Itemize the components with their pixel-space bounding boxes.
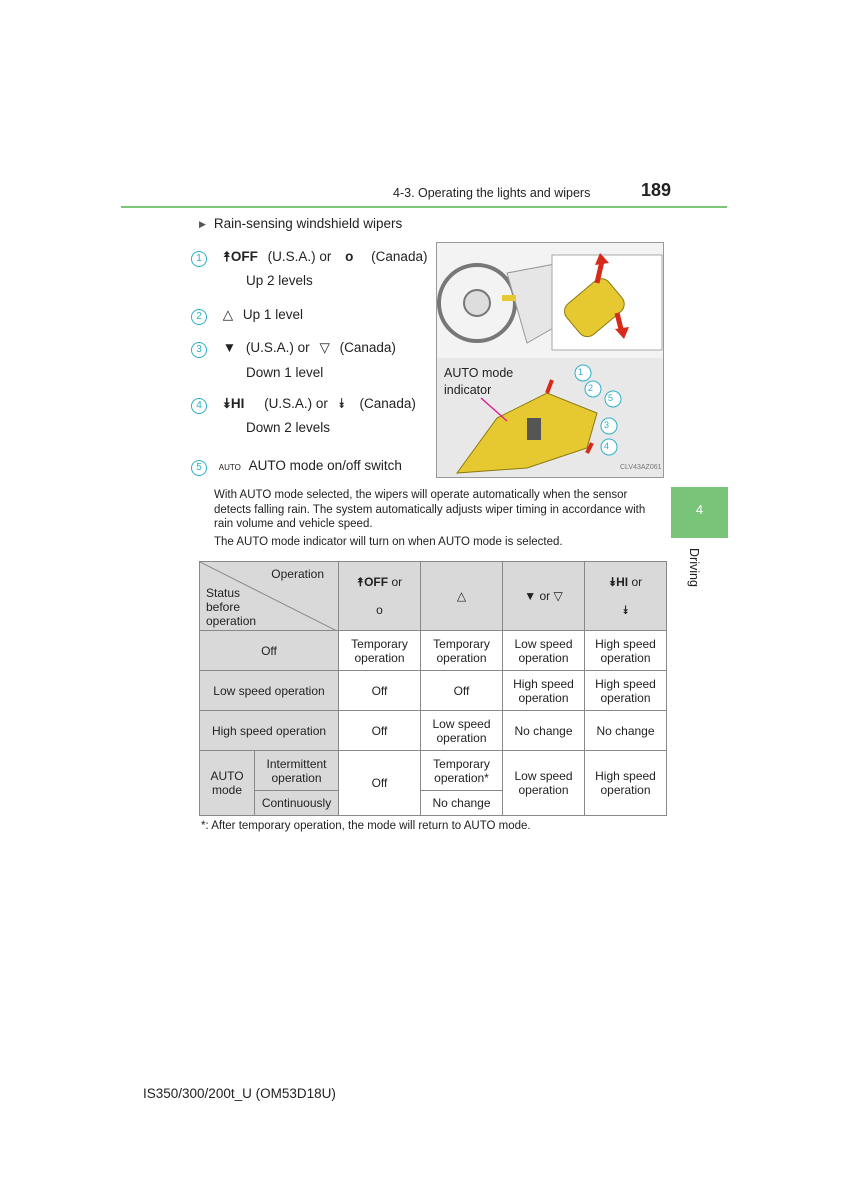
col-head-up-2: ⯭OFF or o (339, 562, 421, 631)
table-row: Continuously No change (200, 791, 667, 816)
section-header: 4-3. Operating the lights and wipers (393, 186, 591, 200)
operation-table (199, 561, 667, 816)
number-3-icon: 3 (191, 342, 207, 358)
col-head-up-1: △ (421, 562, 503, 631)
wiper-down-2-hi-icon: ⯯HI (222, 396, 245, 411)
item-1: 1 ⯭OFF (U.S.A.) or o (Canada) (191, 249, 427, 267)
figure-num-4: 4 (604, 441, 610, 451)
header-divider (121, 206, 727, 208)
up-triangle-icon: △ (222, 307, 234, 322)
table-row: Off Temporary operation Temporary operation Low speed operation High speed operation (200, 631, 667, 671)
auto-mode-indicator-callout: AUTO mode indicator (444, 366, 514, 397)
table-row: AUTO mode Intermittent operation Off Temporary operation* Low speed operation High speed operation (200, 751, 667, 791)
col-head-down-1: ▼ or ▽ (503, 562, 585, 631)
table-row: High speed operation Off Low speed operation No change No change (200, 711, 667, 751)
figure-num-5: 5 (608, 393, 614, 403)
item-1-desc: Up 2 levels (246, 273, 313, 288)
table-corner-cell: Operation Status before operation (200, 562, 339, 631)
wiper-lever-drawing (437, 243, 663, 477)
footnote: *: After temporary operation, the mode will return to AUTO mode. (201, 820, 531, 832)
wiper-lever-illustration (436, 242, 664, 478)
mist-o-icon: o (345, 249, 354, 264)
double-down-triangle-icon: ⯯ (337, 396, 346, 411)
down-filled-triangle-icon: ▼ (222, 340, 237, 355)
figure-num-1: 1 (578, 367, 584, 377)
item-2: 2 △ Up 1 level (191, 307, 303, 325)
item-5: 5 AUTO AUTO mode on/off switch (191, 458, 402, 476)
description-paragraph-2: The AUTO mode indicator will turn on when AUTO mode is selected. (214, 536, 563, 548)
bullet-triangle-icon: ▶ (199, 219, 206, 229)
item-3: 3 ▼ (U.S.A.) or ▽ (Canada) (191, 340, 396, 358)
number-2-icon: 2 (191, 309, 207, 325)
description-paragraph-1: With AUTO mode selected, the wipers will operate automatically when the sensor detects falling rain. The system automatically adjusts wiper timing in accordance with rain volume and vehicle speed. (214, 489, 646, 530)
table-row: Low speed operation Off Off High speed operation High speed operation (200, 671, 667, 711)
figure-num-3: 3 (604, 420, 610, 430)
figure-code: CLV43AZ061 (620, 464, 662, 471)
item-3-desc: Down 1 level (246, 365, 324, 380)
chapter-label: Driving (687, 548, 701, 587)
section-title: ▶ Rain-sensing windshield wipers (199, 216, 403, 231)
number-4-icon: 4 (191, 398, 207, 414)
down-outline-triangle-icon: ▽ (319, 340, 330, 355)
number-1-icon: 1 (191, 251, 207, 267)
figure-num-2: 2 (588, 383, 594, 393)
number-5-icon: 5 (191, 460, 207, 476)
manual-code: IS350/300/200t_U (OM53D18U) (143, 1086, 336, 1101)
wiper-up-2-off-icon: ⯭OFF (222, 249, 258, 264)
auto-switch-icon: AUTO (218, 463, 241, 472)
item-4: 4 ⯯HI (U.S.A.) or ⯯ (Canada) (191, 396, 416, 414)
chapter-tab: 4 (671, 487, 728, 538)
col-head-down-2: ⯯HI or ⯯ (585, 562, 667, 631)
page-number: 189 (641, 180, 672, 200)
item-4-desc: Down 2 levels (246, 420, 331, 435)
